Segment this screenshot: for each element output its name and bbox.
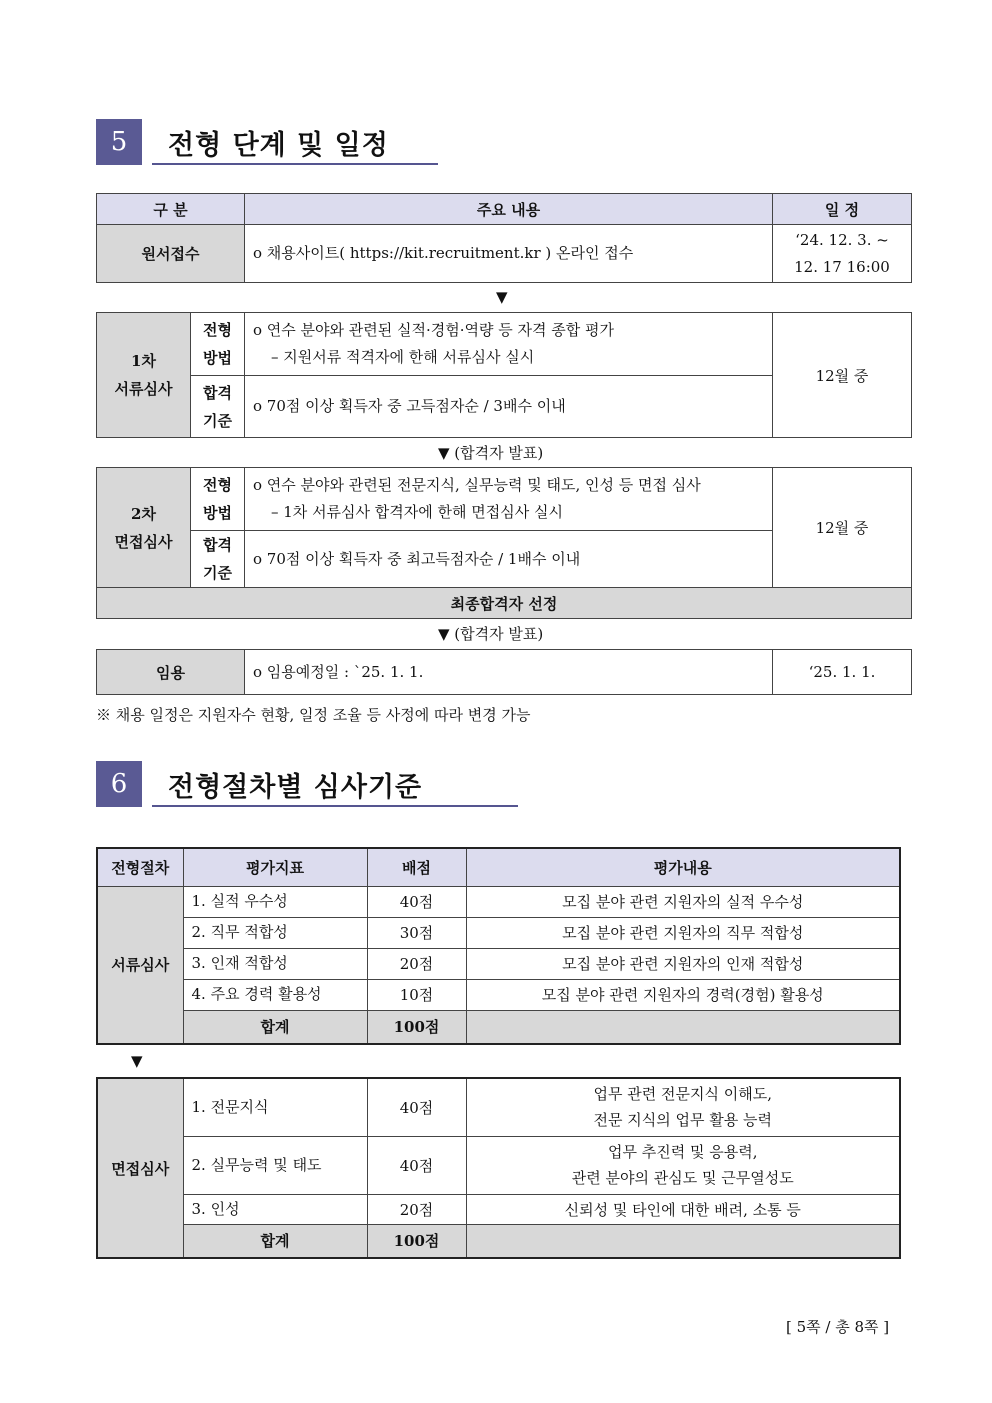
header-indicator: 평가지표: [183, 848, 367, 886]
total-empty: [466, 1224, 900, 1258]
section-number: 5: [96, 119, 142, 165]
application-label: 원서접수: [97, 225, 245, 283]
total-score: 100점: [367, 1224, 466, 1258]
stage1-method: [245, 313, 773, 376]
method-label: [191, 468, 245, 531]
method-line: o 연수 분야와 관련된 전문지식, 실무능력 및 태도, 인성 등 면접 심사: [253, 476, 701, 494]
indicator: 4. 주요 경력 활용성: [183, 979, 367, 1010]
label-line: 합격: [203, 383, 232, 402]
indicator: 2. 실무능력 및 태도: [183, 1136, 367, 1194]
eval-content: 신뢰성 및 타인에 대한 배려, 소통 등: [466, 1194, 900, 1224]
final-selection: 최종합격자 선정: [97, 588, 912, 619]
stage2-method: [245, 468, 773, 531]
flow-arrow-announce: ▼ (합격자 발표): [438, 444, 544, 462]
flow-arrow: ▼: [496, 288, 508, 306]
eval-content: [466, 1136, 900, 1194]
method-subline: – 1차 서류심사 합격자에 한해 면접심사 실시: [271, 503, 563, 521]
total-score: 100점: [367, 1010, 466, 1044]
application-schedule: [773, 225, 912, 283]
eval-content: 모집 분야 관련 지원자의 경력(경험) 활용성: [466, 979, 900, 1010]
title-underline: [152, 163, 438, 165]
stage-label-line: 2차: [131, 504, 156, 523]
eval-content: 모집 분야 관련 지원자의 인재 적합성: [466, 948, 900, 979]
score: 20점: [367, 1194, 466, 1224]
section-number: 6: [96, 761, 142, 807]
stage1-criteria: o 70점 이상 획득자 중 고득점자순 / 3배수 이내: [245, 376, 773, 438]
label-line: 기준: [203, 411, 232, 430]
stage1-label: [97, 313, 191, 438]
header-content: 주요 내용: [245, 194, 773, 225]
label-line: 기준: [203, 564, 232, 582]
page-number: [ 5쪽 / 총 8쪽 ]: [786, 1318, 890, 1336]
total-label: 합계: [183, 1224, 367, 1258]
stage1-schedule: 12월 중: [773, 313, 912, 438]
stage-label-line: 서류심사: [114, 380, 173, 398]
score: 40점: [367, 1136, 466, 1194]
content-line: 관련 분야의 관심도 및 근무열성도: [571, 1169, 794, 1187]
method-label: [191, 313, 245, 376]
section-title: 전형절차별 심사기준: [168, 772, 423, 803]
total-empty: [466, 1010, 900, 1044]
stage2-schedule: 12월 중: [773, 468, 912, 588]
score: 30점: [367, 917, 466, 948]
indicator: 3. 인재 적합성: [183, 948, 367, 979]
appointment-schedule: ‘25. 1. 1.: [773, 650, 912, 695]
document-review-table: [96, 847, 901, 1045]
content-line: 업무 관련 전문지식 이해도,: [593, 1085, 772, 1104]
schedule-note: ※ 채용 일정은 지원자수 현황, 일정 조율 등 사정에 따라 변경 가능: [96, 706, 531, 724]
method-subline: – 지원서류 적격자에 한해 서류심사 실시: [271, 348, 535, 366]
header-eval-content: 평가내용: [466, 848, 900, 886]
stage1-table: [96, 312, 912, 438]
stage-label-line: 면접심사: [114, 532, 173, 551]
score: 20점: [367, 948, 466, 979]
label-line: 합격: [203, 536, 232, 554]
indicator: 1. 전문지식: [183, 1078, 367, 1136]
score: 40점: [367, 886, 466, 917]
stage-label-line: 1차: [131, 352, 156, 370]
header-category: 구 분: [97, 194, 245, 225]
indicator: 2. 직무 적합성: [183, 917, 367, 948]
interview-label: 면접심사: [97, 1078, 183, 1258]
header-schedule: 일 정: [773, 194, 912, 225]
flow-arrow: ▼: [131, 1052, 143, 1070]
eval-content: 모집 분야 관련 지원자의 직무 적합성: [466, 917, 900, 948]
header-score: 배점: [367, 848, 466, 886]
criteria-label: [191, 376, 245, 438]
interview-table: [96, 1077, 901, 1259]
schedule-header-table: [96, 193, 912, 225]
content-line: 업무 추진력 및 응용력,: [608, 1143, 758, 1161]
indicator: 3. 인성: [183, 1194, 367, 1224]
label-line: 방법: [203, 504, 232, 522]
indicator: 1. 실적 우수성: [183, 886, 367, 917]
label-line: 전형: [203, 476, 232, 494]
method-line: o 연수 분야와 관련된 실적·경험·역량 등 자격 종합 평가: [253, 321, 615, 339]
eval-content: 모집 분야 관련 지원자의 실적 우수성: [466, 886, 900, 917]
title-underline: [152, 805, 518, 807]
header-procedure: 전형절차: [97, 848, 183, 886]
flow-arrow-announce: ▼ (합격자 발표): [438, 625, 544, 643]
eval-content: [466, 1078, 900, 1136]
criteria-label: [191, 531, 245, 588]
label-line: 전형: [203, 321, 232, 339]
section-title: 전형 단계 및 일정: [168, 130, 389, 161]
stage2-criteria: o 70점 이상 획득자 중 최고득점자순 / 1배수 이내: [245, 531, 773, 588]
total-label: 합계: [183, 1010, 367, 1044]
stage2-label: [97, 468, 191, 588]
stage2-table: [96, 467, 912, 619]
content-line: 전문 지식의 업무 활용 능력: [593, 1111, 772, 1130]
appointment-label: 임용: [97, 650, 245, 695]
score: 10점: [367, 979, 466, 1010]
application-content: o 채용사이트( https://kit.recruitment.kr ) 온라인 접수: [245, 225, 773, 283]
appointment-row: [96, 649, 912, 695]
score: 40점: [367, 1078, 466, 1136]
appointment-content: o 임용예정일 : `25. 1. 1.: [245, 650, 773, 695]
schedule-line: 12. 17 16:00: [794, 257, 890, 276]
schedule-line: ‘24. 12. 3. ~: [795, 230, 889, 249]
document-review-label: 서류심사: [97, 886, 183, 1044]
label-line: 방법: [203, 349, 232, 367]
application-row: [96, 224, 912, 283]
